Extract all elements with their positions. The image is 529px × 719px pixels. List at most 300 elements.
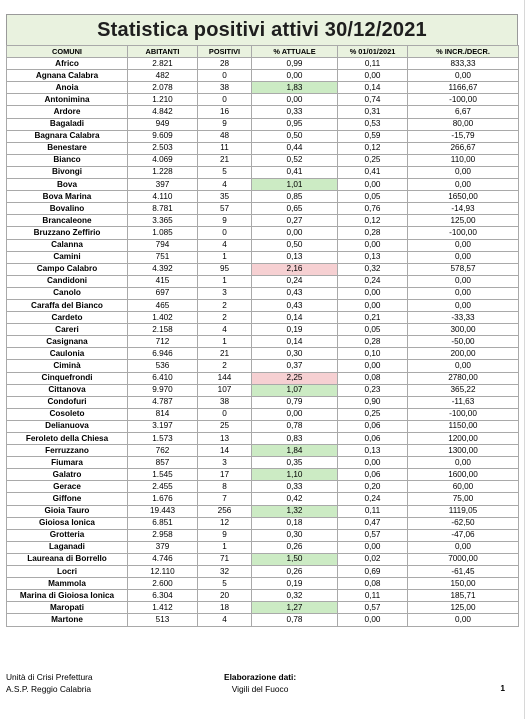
- cell-positivi: 9: [198, 118, 252, 130]
- table-row: [7, 614, 519, 626]
- cell-comune: Marina di Gioiosa Ionica: [7, 590, 128, 602]
- cell-abitanti: 2.821: [128, 58, 198, 70]
- cell-attuale: 1,01: [252, 179, 338, 191]
- cell-incremento: 0,00: [408, 457, 519, 469]
- cell-attuale: 0,42: [252, 493, 338, 505]
- cell-abitanti: 1.573: [128, 433, 198, 445]
- cell-abitanti: 4.392: [128, 263, 198, 275]
- table-row: [7, 287, 519, 299]
- table-row: [7, 324, 519, 336]
- cell-gennaio: 0,47: [338, 517, 408, 529]
- table-row: [7, 566, 519, 578]
- cell-incremento: 1119,05: [408, 505, 519, 517]
- cell-gennaio: 0,08: [338, 372, 408, 384]
- cell-gennaio: 0,13: [338, 251, 408, 263]
- cell-attuale: 1,32: [252, 505, 338, 517]
- cell-incremento: 300,00: [408, 324, 519, 336]
- column-header-positivi: POSITIVI: [198, 46, 252, 58]
- cell-incremento: 200,00: [408, 348, 519, 360]
- cell-abitanti: 751: [128, 251, 198, 263]
- cell-incremento: 1200,00: [408, 433, 519, 445]
- cell-positivi: 21: [198, 348, 252, 360]
- cell-incremento: -47,06: [408, 529, 519, 541]
- cell-gennaio: 0,00: [338, 70, 408, 82]
- cell-comune: Calanna: [7, 239, 128, 251]
- cell-positivi: 16: [198, 106, 252, 118]
- cell-comune: Laganadi: [7, 541, 128, 553]
- cell-gennaio: 0,06: [338, 469, 408, 481]
- cell-attuale: 0,78: [252, 420, 338, 432]
- cell-attuale: 0,18: [252, 517, 338, 529]
- cell-attuale: 0,79: [252, 396, 338, 408]
- cell-positivi: 20: [198, 590, 252, 602]
- cell-gennaio: 0,00: [338, 287, 408, 299]
- cell-incremento: 1166,67: [408, 82, 519, 94]
- cell-gennaio: 0,05: [338, 324, 408, 336]
- cell-incremento: -15,79: [408, 130, 519, 142]
- cell-incremento: 185,71: [408, 590, 519, 602]
- cell-gennaio: 0,31: [338, 106, 408, 118]
- cell-comune: Candidoni: [7, 275, 128, 287]
- cell-incremento: -50,00: [408, 336, 519, 348]
- cell-incremento: -11,63: [408, 396, 519, 408]
- cell-positivi: 5: [198, 166, 252, 178]
- cell-abitanti: 2.455: [128, 481, 198, 493]
- cell-comune: Gioiosa Ionica: [7, 517, 128, 529]
- cell-positivi: 107: [198, 384, 252, 396]
- cell-comune: Bruzzano Zeffirio: [7, 227, 128, 239]
- cell-abitanti: 6.946: [128, 348, 198, 360]
- cell-incremento: -100,00: [408, 408, 519, 420]
- cell-abitanti: 4.842: [128, 106, 198, 118]
- cell-abitanti: 794: [128, 239, 198, 251]
- cell-attuale: 0,30: [252, 529, 338, 541]
- table-row: [7, 396, 519, 408]
- footer-credits: [224, 671, 296, 695]
- table-row: [7, 166, 519, 178]
- table-row: [7, 420, 519, 432]
- cell-comune: Camini: [7, 251, 128, 263]
- cell-comune: Cardeto: [7, 312, 128, 324]
- cell-positivi: 28: [198, 58, 252, 70]
- cell-incremento: 0,00: [408, 360, 519, 372]
- footer-credits-label: Elaborazione dati:: [224, 672, 297, 682]
- cell-comune: Caulonia: [7, 348, 128, 360]
- cell-gennaio: 0,20: [338, 481, 408, 493]
- table-row: [7, 336, 519, 348]
- cell-incremento: 365,22: [408, 384, 519, 396]
- cell-positivi: 18: [198, 602, 252, 614]
- cell-positivi: 13: [198, 433, 252, 445]
- cell-abitanti: 857: [128, 457, 198, 469]
- table-row: [7, 312, 519, 324]
- table-row: [7, 372, 519, 384]
- cell-incremento: 0,00: [408, 179, 519, 191]
- table-row: [7, 94, 519, 106]
- table-row: [7, 481, 519, 493]
- cell-attuale: 0,00: [252, 227, 338, 239]
- cell-gennaio: 0,02: [338, 553, 408, 565]
- cell-comune: Casignana: [7, 336, 128, 348]
- cell-gennaio: 0,24: [338, 493, 408, 505]
- statistics-sheet: [6, 14, 518, 627]
- cell-positivi: 1: [198, 275, 252, 287]
- cell-attuale: 0,99: [252, 58, 338, 70]
- cell-gennaio: 0,14: [338, 82, 408, 94]
- cell-abitanti: 1.402: [128, 312, 198, 324]
- cell-gennaio: 0,32: [338, 263, 408, 275]
- cell-gennaio: 0,69: [338, 566, 408, 578]
- cell-positivi: 38: [198, 396, 252, 408]
- cell-comune: Bagnara Calabra: [7, 130, 128, 142]
- cell-gennaio: 0,57: [338, 602, 408, 614]
- table-row: [7, 517, 519, 529]
- cell-attuale: 0,33: [252, 106, 338, 118]
- cell-positivi: 71: [198, 553, 252, 565]
- cell-abitanti: 19.443: [128, 505, 198, 517]
- cell-abitanti: 482: [128, 70, 198, 82]
- cell-comune: Mammola: [7, 578, 128, 590]
- cell-positivi: 95: [198, 263, 252, 275]
- cell-comune: Giffone: [7, 493, 128, 505]
- cell-incremento: -100,00: [408, 94, 519, 106]
- positives-table: [6, 45, 519, 627]
- cell-positivi: 2: [198, 312, 252, 324]
- table-body: [7, 58, 519, 626]
- cell-attuale: 1,50: [252, 553, 338, 565]
- cell-attuale: 0,78: [252, 614, 338, 626]
- cell-incremento: 0,00: [408, 541, 519, 553]
- cell-comune: Bova Marina: [7, 191, 128, 203]
- cell-abitanti: 397: [128, 179, 198, 191]
- cell-comune: Ciminà: [7, 360, 128, 372]
- table-row: [7, 179, 519, 191]
- cell-positivi: 1: [198, 251, 252, 263]
- cell-gennaio: 0,11: [338, 505, 408, 517]
- cell-incremento: 110,00: [408, 154, 519, 166]
- cell-gennaio: 0,23: [338, 384, 408, 396]
- cell-gennaio: 0,05: [338, 191, 408, 203]
- column-header-gennaio: % 01/01/2021: [338, 46, 408, 58]
- cell-incremento: 150,00: [408, 578, 519, 590]
- table-row: [7, 70, 519, 82]
- cell-positivi: 57: [198, 203, 252, 215]
- cell-attuale: 0,26: [252, 541, 338, 553]
- table-header-row: [7, 46, 519, 58]
- cell-positivi: 3: [198, 457, 252, 469]
- cell-incremento: 2780,00: [408, 372, 519, 384]
- cell-abitanti: 4.069: [128, 154, 198, 166]
- cell-gennaio: 0,90: [338, 396, 408, 408]
- table-row: [7, 553, 519, 565]
- cell-positivi: 4: [198, 324, 252, 336]
- cell-attuale: 0,19: [252, 324, 338, 336]
- cell-attuale: 1,27: [252, 602, 338, 614]
- cell-attuale: 0,32: [252, 590, 338, 602]
- cell-gennaio: 0,00: [338, 457, 408, 469]
- cell-comune: Bianco: [7, 154, 128, 166]
- cell-incremento: 578,57: [408, 263, 519, 275]
- cell-comune: Fiumara: [7, 457, 128, 469]
- cell-gennaio: 0,00: [338, 541, 408, 553]
- cell-gennaio: 0,76: [338, 203, 408, 215]
- cell-comune: Martone: [7, 614, 128, 626]
- cell-attuale: 0,85: [252, 191, 338, 203]
- cell-gennaio: 0,11: [338, 590, 408, 602]
- page-edge: [524, 0, 525, 719]
- cell-attuale: 0,41: [252, 166, 338, 178]
- table-row: [7, 191, 519, 203]
- cell-comune: Anoia: [7, 82, 128, 94]
- cell-gennaio: 0,28: [338, 336, 408, 348]
- cell-incremento: 125,00: [408, 602, 519, 614]
- cell-incremento: 0,00: [408, 287, 519, 299]
- footer-source-line2: A.S.P. Reggio Calabria: [6, 684, 92, 694]
- table-row: [7, 541, 519, 553]
- cell-positivi: 48: [198, 130, 252, 142]
- cell-abitanti: 3.365: [128, 215, 198, 227]
- table-row: [7, 299, 519, 311]
- cell-incremento: -33,33: [408, 312, 519, 324]
- cell-incremento: 266,67: [408, 142, 519, 154]
- cell-positivi: 2: [198, 299, 252, 311]
- footer-credits-value: Vigili del Fuoco: [231, 684, 289, 694]
- table-row: [7, 493, 519, 505]
- cell-positivi: 38: [198, 82, 252, 94]
- cell-incremento: 0,00: [408, 239, 519, 251]
- cell-gennaio: 0,21: [338, 312, 408, 324]
- cell-gennaio: 0,25: [338, 408, 408, 420]
- cell-gennaio: 0,00: [338, 299, 408, 311]
- cell-attuale: 0,27: [252, 215, 338, 227]
- table-row: [7, 142, 519, 154]
- cell-abitanti: 1.228: [128, 166, 198, 178]
- cell-attuale: 0,30: [252, 348, 338, 360]
- cell-incremento: -62,50: [408, 517, 519, 529]
- cell-incremento: 1650,00: [408, 191, 519, 203]
- cell-positivi: 9: [198, 215, 252, 227]
- cell-abitanti: 1.676: [128, 493, 198, 505]
- cell-comune: Ferruzzano: [7, 445, 128, 457]
- cell-gennaio: 0,59: [338, 130, 408, 142]
- cell-abitanti: 4.746: [128, 553, 198, 565]
- cell-attuale: 1,84: [252, 445, 338, 457]
- table-row: [7, 251, 519, 263]
- cell-incremento: 1300,00: [408, 445, 519, 457]
- cell-abitanti: 1.545: [128, 469, 198, 481]
- cell-attuale: 0,43: [252, 299, 338, 311]
- cell-gennaio: 0,41: [338, 166, 408, 178]
- cell-comune: Gerace: [7, 481, 128, 493]
- cell-positivi: 4: [198, 614, 252, 626]
- cell-abitanti: 536: [128, 360, 198, 372]
- cell-abitanti: 3.197: [128, 420, 198, 432]
- cell-attuale: 0,24: [252, 275, 338, 287]
- cell-comune: Gioia Tauro: [7, 505, 128, 517]
- table-row: [7, 408, 519, 420]
- cell-gennaio: 0,00: [338, 239, 408, 251]
- cell-attuale: 0,00: [252, 70, 338, 82]
- cell-positivi: 0: [198, 408, 252, 420]
- table-row: [7, 106, 519, 118]
- cell-comune: Bivongi: [7, 166, 128, 178]
- cell-positivi: 8: [198, 481, 252, 493]
- table-row: [7, 348, 519, 360]
- cell-abitanti: 465: [128, 299, 198, 311]
- cell-positivi: 144: [198, 372, 252, 384]
- cell-abitanti: 6.410: [128, 372, 198, 384]
- cell-abitanti: 2.600: [128, 578, 198, 590]
- cell-abitanti: 9.970: [128, 384, 198, 396]
- table-row: [7, 578, 519, 590]
- cell-abitanti: 4.787: [128, 396, 198, 408]
- cell-gennaio: 0,57: [338, 529, 408, 541]
- table-row: [7, 529, 519, 541]
- cell-comune: Laureana di Borrello: [7, 553, 128, 565]
- cell-comune: Caraffa del Bianco: [7, 299, 128, 311]
- cell-gennaio: 0,08: [338, 578, 408, 590]
- cell-comune: Ardore: [7, 106, 128, 118]
- cell-gennaio: 0,10: [338, 348, 408, 360]
- cell-abitanti: 4.110: [128, 191, 198, 203]
- cell-positivi: 3: [198, 287, 252, 299]
- cell-attuale: 0,26: [252, 566, 338, 578]
- cell-attuale: 0,50: [252, 130, 338, 142]
- cell-positivi: 9: [198, 529, 252, 541]
- cell-positivi: 32: [198, 566, 252, 578]
- cell-abitanti: 2.158: [128, 324, 198, 336]
- cell-comune: Africo: [7, 58, 128, 70]
- cell-incremento: 6,67: [408, 106, 519, 118]
- cell-attuale: 0,65: [252, 203, 338, 215]
- cell-attuale: 0,43: [252, 287, 338, 299]
- cell-comune: Bovalino: [7, 203, 128, 215]
- cell-gennaio: 0,06: [338, 420, 408, 432]
- column-header-comuni: COMUNI: [7, 46, 128, 58]
- cell-comune: Feroleto della Chiesa: [7, 433, 128, 445]
- cell-attuale: 1,83: [252, 82, 338, 94]
- page-number: 1: [500, 683, 505, 693]
- cell-positivi: 2: [198, 360, 252, 372]
- cell-comune: Delianuova: [7, 420, 128, 432]
- cell-abitanti: 1.412: [128, 602, 198, 614]
- table-row: [7, 215, 519, 227]
- cell-comune: Grotteria: [7, 529, 128, 541]
- cell-comune: Locri: [7, 566, 128, 578]
- cell-gennaio: 0,13: [338, 445, 408, 457]
- cell-abitanti: 697: [128, 287, 198, 299]
- table-row: [7, 445, 519, 457]
- cell-attuale: 0,14: [252, 312, 338, 324]
- table-row: [7, 275, 519, 287]
- cell-comune: Benestare: [7, 142, 128, 154]
- cell-comune: Canolo: [7, 287, 128, 299]
- cell-positivi: 17: [198, 469, 252, 481]
- cell-abitanti: 2.958: [128, 529, 198, 541]
- table-row: [7, 130, 519, 142]
- cell-attuale: 1,10: [252, 469, 338, 481]
- cell-gennaio: 0,28: [338, 227, 408, 239]
- cell-abitanti: 1.085: [128, 227, 198, 239]
- cell-incremento: 0,00: [408, 614, 519, 626]
- cell-abitanti: 2.503: [128, 142, 198, 154]
- cell-incremento: 125,00: [408, 215, 519, 227]
- cell-gennaio: 0,12: [338, 142, 408, 154]
- cell-gennaio: 0,53: [338, 118, 408, 130]
- cell-abitanti: 415: [128, 275, 198, 287]
- cell-abitanti: 949: [128, 118, 198, 130]
- cell-attuale: 0,19: [252, 578, 338, 590]
- cell-attuale: 0,37: [252, 360, 338, 372]
- cell-gennaio: 0,24: [338, 275, 408, 287]
- cell-attuale: 0,00: [252, 408, 338, 420]
- column-header-incremento: % INCR./DECR.: [408, 46, 519, 58]
- cell-attuale: 2,16: [252, 263, 338, 275]
- cell-positivi: 1: [198, 336, 252, 348]
- cell-positivi: 0: [198, 70, 252, 82]
- cell-comune: Cosoleto: [7, 408, 128, 420]
- cell-incremento: 0,00: [408, 166, 519, 178]
- cell-comune: Campo Calabro: [7, 263, 128, 275]
- cell-incremento: 833,33: [408, 58, 519, 70]
- cell-positivi: 14: [198, 445, 252, 457]
- cell-comune: Careri: [7, 324, 128, 336]
- cell-gennaio: 0,25: [338, 154, 408, 166]
- cell-attuale: 1,07: [252, 384, 338, 396]
- cell-comune: Maropati: [7, 602, 128, 614]
- table-row: [7, 590, 519, 602]
- cell-incremento: 75,00: [408, 493, 519, 505]
- cell-attuale: 0,35: [252, 457, 338, 469]
- cell-incremento: -14,93: [408, 203, 519, 215]
- table-row: [7, 82, 519, 94]
- table-row: [7, 433, 519, 445]
- cell-positivi: 25: [198, 420, 252, 432]
- cell-comune: Cinquefrondi: [7, 372, 128, 384]
- cell-abitanti: 762: [128, 445, 198, 457]
- cell-comune: Bagaladi: [7, 118, 128, 130]
- cell-abitanti: 6.851: [128, 517, 198, 529]
- cell-gennaio: 0,12: [338, 215, 408, 227]
- cell-abitanti: 379: [128, 541, 198, 553]
- cell-positivi: 11: [198, 142, 252, 154]
- table-row: [7, 469, 519, 481]
- cell-incremento: -61,45: [408, 566, 519, 578]
- cell-attuale: 2,25: [252, 372, 338, 384]
- table-row: [7, 505, 519, 517]
- cell-incremento: 0,00: [408, 299, 519, 311]
- cell-positivi: 1: [198, 541, 252, 553]
- table-row: [7, 58, 519, 70]
- cell-abitanti: 9.609: [128, 130, 198, 142]
- table-row: [7, 602, 519, 614]
- cell-comune: Bova: [7, 179, 128, 191]
- table-row: [7, 360, 519, 372]
- cell-attuale: 0,13: [252, 251, 338, 263]
- cell-attuale: 0,33: [252, 481, 338, 493]
- table-row: [7, 154, 519, 166]
- table-row: [7, 227, 519, 239]
- cell-attuale: 0,14: [252, 336, 338, 348]
- cell-abitanti: 513: [128, 614, 198, 626]
- table-row: [7, 118, 519, 130]
- cell-gennaio: 0,74: [338, 94, 408, 106]
- footer-source: [6, 671, 93, 695]
- column-header-attuale: % ATTUALE: [252, 46, 338, 58]
- cell-attuale: 0,00: [252, 94, 338, 106]
- cell-attuale: 0,44: [252, 142, 338, 154]
- cell-abitanti: 6.304: [128, 590, 198, 602]
